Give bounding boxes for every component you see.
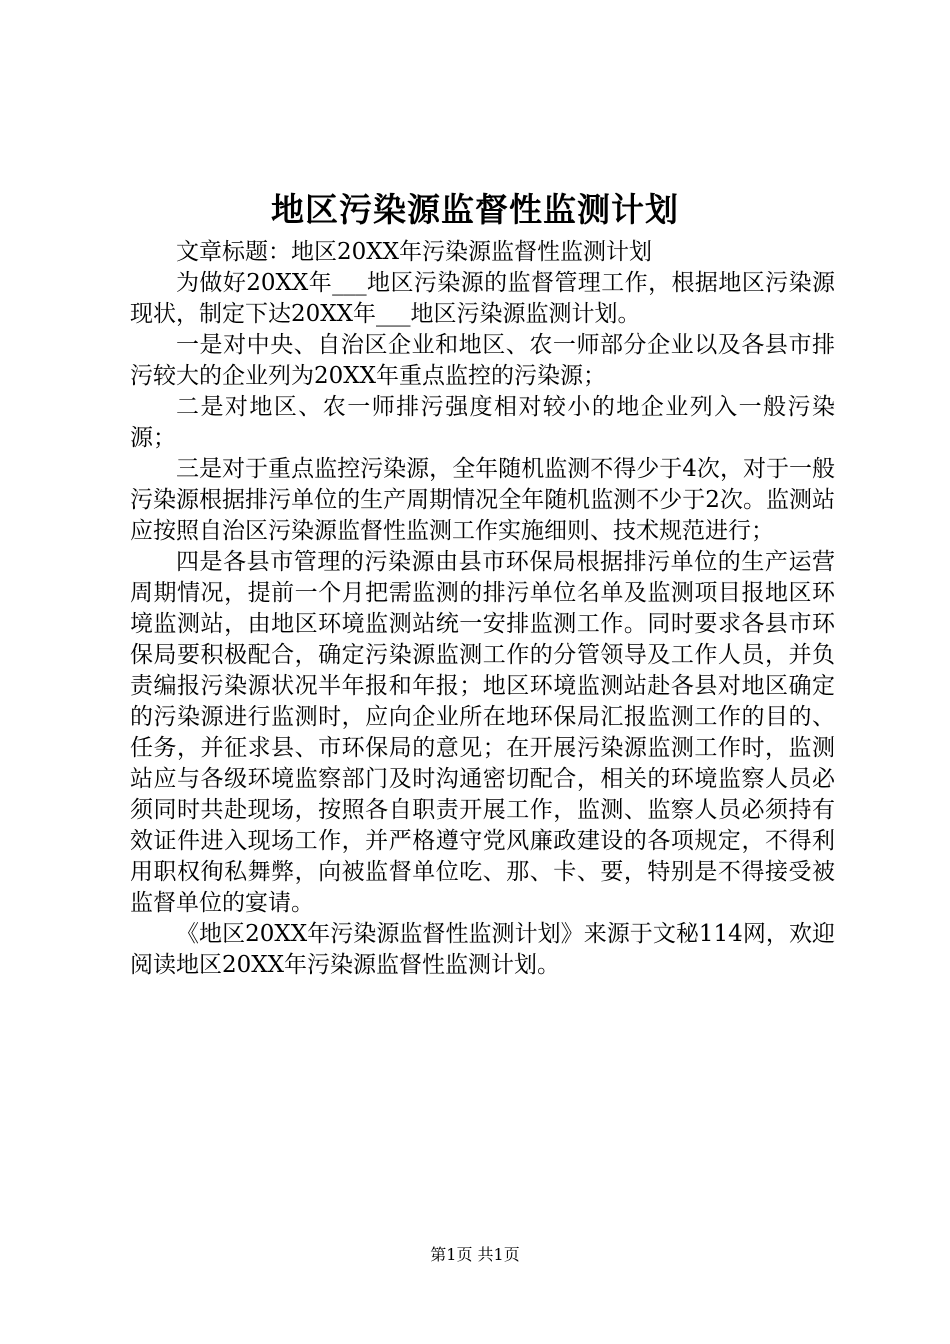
- document-title: 地区污染源监督性监测计划: [271, 190, 679, 229]
- paragraph-source-note: 《地区20XX年污染源监督性监测计划》来源于文秘114网，欢迎阅读地区20XX年污染源监督性监测计划。: [130, 921, 835, 978]
- paragraph-point-four: 四是各县市管理的污染源由县市环保局根据排污单位的生产运营周期情况，提前一个月把需监测的排污单位名单及监测项目报地区环境监测站，由地区环境监测站统一安排监测工作。同时要求各县市环保局要积极配合，确定污染源监测工作的分管领导及工作人员，并负责编报污染源状况半年报和年报；地区环境监测站赴各县对地区确定的污染源进行监测时，应向企业所在地环保局汇报监测工作的目的、任务，并征求县、市环保局的意见；在开展污染源监测工作时，监测站应与各级环境监察部门及时沟通密切配合，相关的环境监察人员必须同时共赴现场，按照各自职责开展工作，监测、监察人员必须持有效证件进入现场工作，并严格遵守党风廉政建设的各项规定，不得利用职权徇私舞弊，向被监督单位吃、那、卡、要，特别是不得接受被监督单位的宴请。: [130, 549, 835, 916]
- paragraph-article-title: 文章标题：地区20XX年污染源监督性监测计划: [176, 239, 653, 265]
- document-body: [130, 237, 835, 981]
- paragraph-point-one: 一是对中央、自治区企业和地区、农一师部分企业以及各县市排污较大的企业列为20XX年重点监控的污染源；: [130, 332, 835, 389]
- page-footer: 第1页 共1页: [430, 1245, 520, 1264]
- paragraph-point-two: 二是对地区、农一师排污强度相对较小的地企业列入一般污染源；: [130, 394, 835, 451]
- paragraph-intro: 为做好20XX年___地区污染源的监督管理工作，根据地区污染源现状，制定下达20XX年___地区污染源监测计划。: [130, 270, 835, 327]
- paragraph-point-three: 三是对于重点监控污染源，全年随机监测不得少于4次，对于一般污染源根据排污单位的生产周期情况全年随机监测不少于2次。监测站应按照自治区污染源监督性监测工作实施细则、技术规范进行；: [130, 456, 835, 544]
